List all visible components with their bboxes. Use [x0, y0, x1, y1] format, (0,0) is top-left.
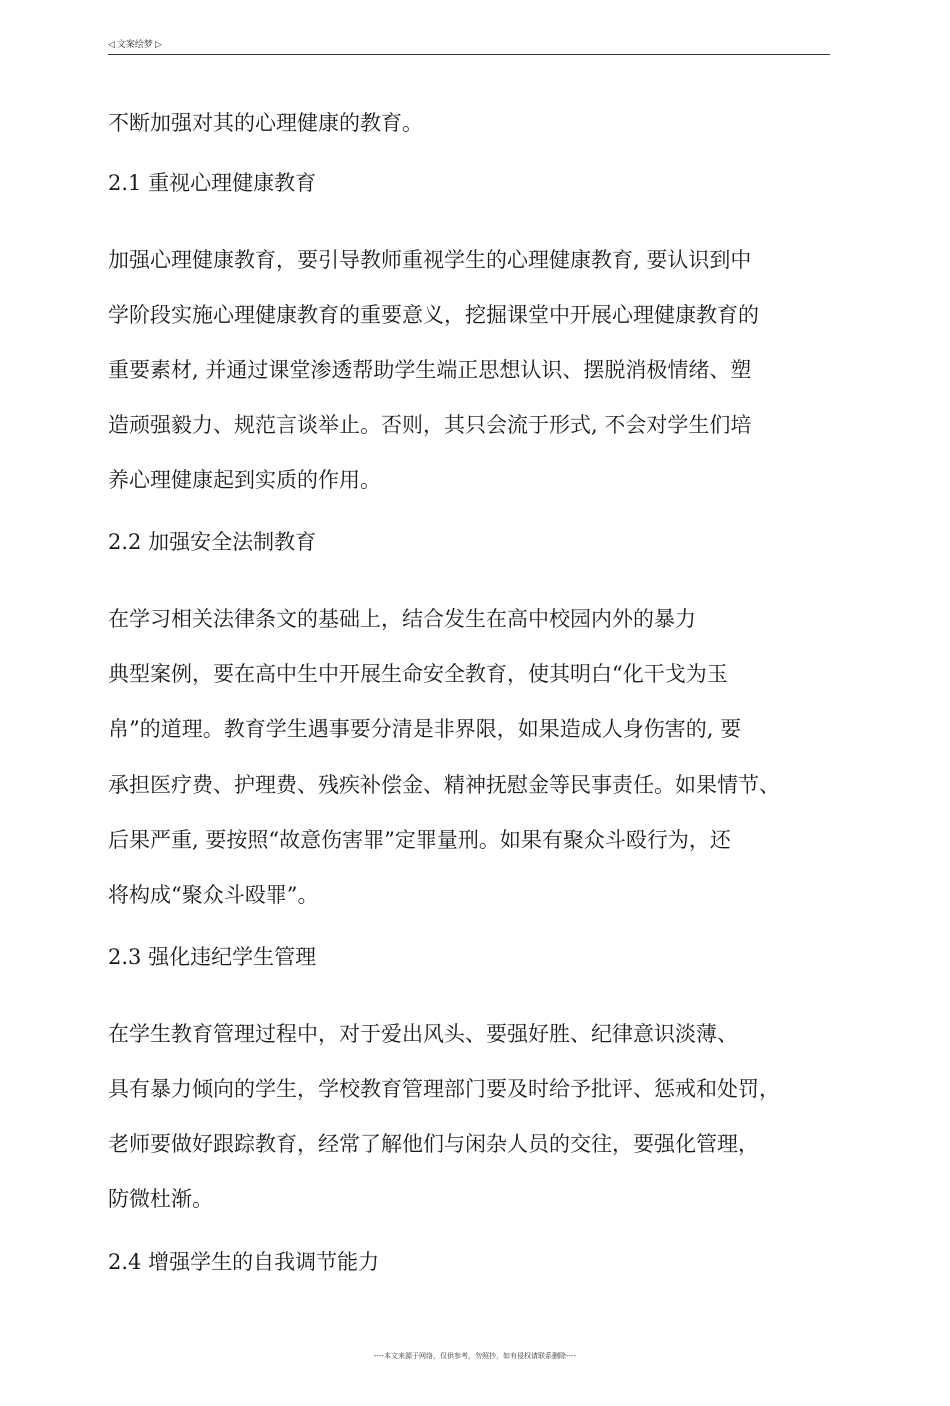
- page-footer: ----本文来源于网络，仅供参考，勿照抄，如有侵权请联系删除----: [373, 1352, 577, 1360]
- body-line: 造顽强毅力、规范言谈举止。否则，其只会流于形式, 不会对学生们培: [108, 413, 752, 437]
- header-title: 文案绘梦: [116, 40, 153, 50]
- left-triangle-icon: ◁: [108, 40, 115, 50]
- body-line: 具有暴力倾向的学生，学校教育管理部门要及时给予批评、惩戒和处罚，: [108, 1077, 780, 1101]
- body-line: 不断加强对其的心理健康的教育。: [108, 111, 423, 135]
- section-heading-2-1: 2.1 重视心理健康教育: [108, 171, 317, 195]
- body-line: 后果严重, 要按照“故意伤害罪”定罪量刑。如果有聚众斗殴行为，还: [108, 828, 731, 852]
- body-line: 承担医疗费、护理费、残疾补偿金、精神抚慰金等民事责任。如果情节、: [108, 773, 780, 797]
- body-line: 防微杜渐。: [108, 1187, 213, 1211]
- body-line: 加强心理健康教育，要引导教师重视学生的心理健康教育, 要认识到中: [108, 248, 752, 272]
- right-triangle-icon: ▷: [154, 40, 162, 50]
- section-heading-2-2: 2.2 加强安全法制教育: [108, 530, 317, 554]
- body-line: 帛”的道理。教育学生遇事要分清是非界限，如果造成人身伤害的, 要: [108, 717, 742, 741]
- body-line: 典型案例，要在高中生中开展生命安全教育，使其明白“化干戈为玉: [108, 662, 728, 686]
- page-header: [108, 38, 830, 55]
- body-line: 重要素材, 并通过课堂渗透帮助学生端正思想认识、摆脱消极情绪、塑: [108, 358, 752, 382]
- body-line: 将构成“聚众斗殴罪”。: [108, 883, 319, 907]
- body-line: 养心理健康起到实质的作用。: [108, 468, 381, 492]
- section-heading-2-3: 2.3 强化违纪学生管理: [108, 945, 317, 969]
- body-line: 学阶段实施心理健康教育的重要意义，挖掘课堂中开展心理健康教育的: [108, 303, 759, 327]
- body-line: 在学习相关法律条文的基础上，结合发生在高中校园内外的暴力: [108, 607, 696, 631]
- body-line: 在学生教育管理过程中，对于爱出风头、要强好胜、纪律意识淡薄、: [108, 1022, 738, 1046]
- body-line: 老师要做好跟踪教育，经常了解他们与闲杂人员的交往，要强化管理，: [108, 1132, 759, 1156]
- section-heading-2-4: 2.4 增强学生的自我调节能力: [108, 1250, 380, 1274]
